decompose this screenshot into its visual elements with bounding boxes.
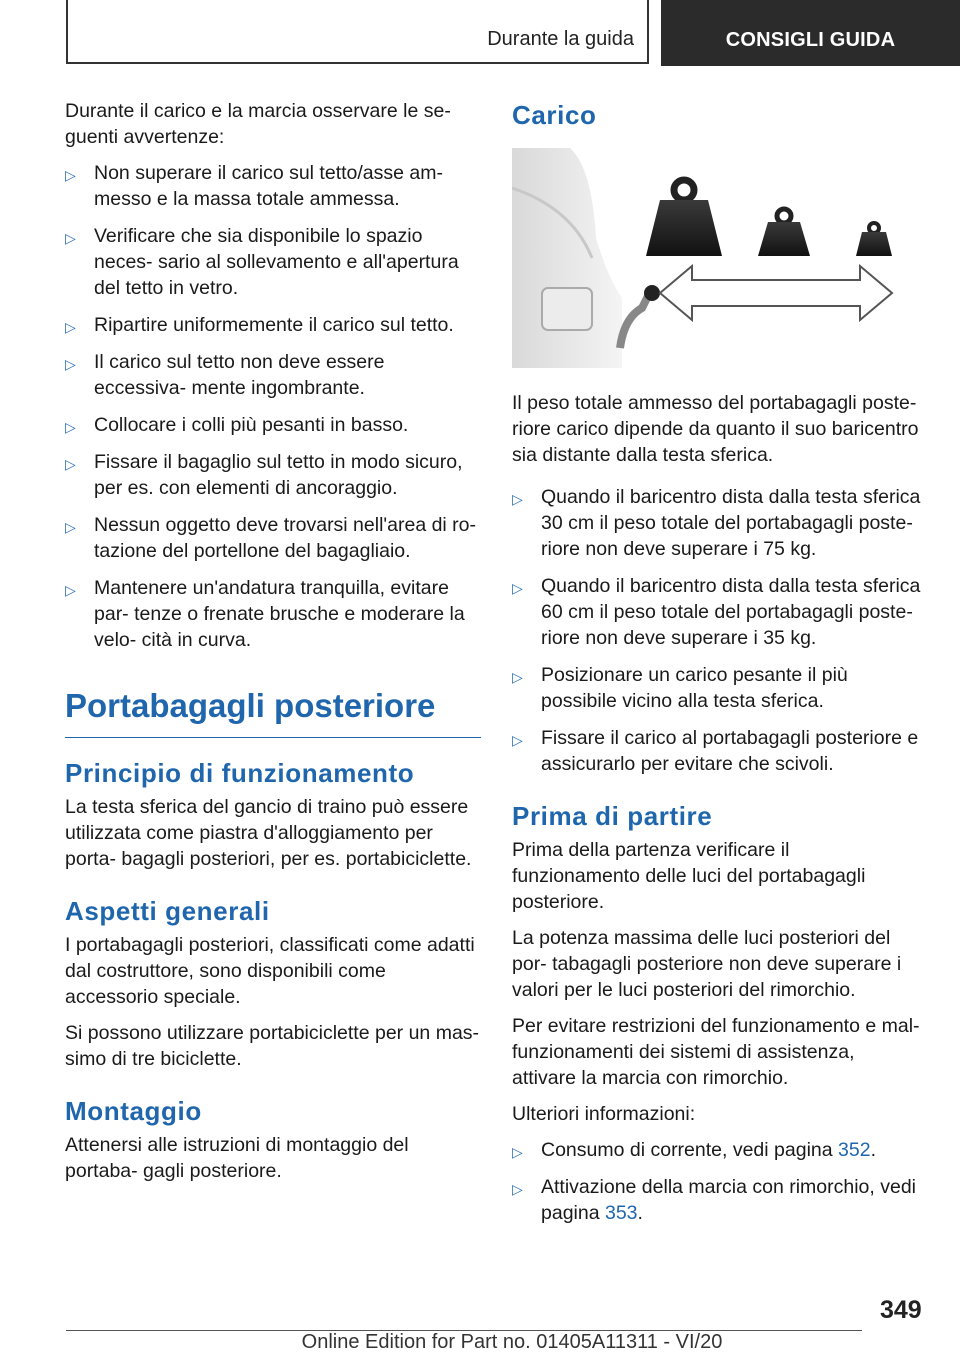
section-heading-carico: Carico — [512, 100, 597, 130]
section-heading-aspetti: Aspetti generali — [65, 896, 270, 926]
triangle-right-icon: ▷ — [65, 582, 76, 598]
further-info-label: Ulteriori informazioni: — [512, 1103, 696, 1125]
triangle-right-icon: ▷ — [512, 732, 523, 748]
section-paragraph: Attenersi alle istruzioni di montaggio del portaba- gagli posteriore. — [65, 1134, 409, 1182]
load-distance-illustration — [512, 148, 902, 368]
list-item: ▷ Collocare i colli più pesanti in basso. — [65, 412, 481, 438]
page-header — [0, 0, 960, 66]
list-item: ▷ Fissare il bagaglio sul tetto in modo sicuro, per es. con elementi di ancoraggio. — [65, 451, 463, 499]
list-item: ▷ Il carico sul tetto non deve essere eccessiva- mente ingombrante. — [65, 351, 385, 399]
list-item: ▷ Quando il baricentro dista dalla testa sferica 60 cm il peso totale del portabagagli poste- riore non deve superare i 35 kg. — [512, 575, 921, 649]
triangle-right-icon: ▷ — [512, 580, 523, 596]
list-item: ▷ Quando il baricentro dista dalla testa sferica 30 cm il peso totale del portabagagli poste- riore non deve superare i 75 kg. — [512, 486, 921, 560]
exhaust-shape — [542, 288, 592, 330]
intro-text: Durante il carico e la marcia osservare le se- guenti avvertenze: — [65, 100, 451, 148]
list-item: ▷ Consumo di corrente, vedi pagina 352. — [512, 1137, 922, 1163]
loading-warnings-list — [65, 160, 481, 653]
bumper-shape — [512, 148, 622, 368]
right-column — [512, 98, 922, 1237]
section-title: Durante la guida — [487, 28, 634, 50]
page-link-352[interactable]: 352 — [838, 1139, 871, 1161]
list-item: ▷ Attivazione della marcia con rimorchio, vedi pagina 353. — [512, 1176, 916, 1224]
triangle-right-icon: ▷ — [512, 1144, 523, 1160]
list-item: ▷ Posizionare un carico pesante il più possibile vicino alla testa sferica. — [512, 664, 848, 712]
triangle-right-icon: ▷ — [65, 319, 76, 335]
chapter-heading: Portabagagli posteriore — [65, 687, 481, 738]
list-item: ▷ Non superare il carico sul tetto/asse am- messo e la massa totale ammessa. — [65, 162, 443, 210]
section-paragraph: I portabagagli posteriori, classificati come adatti dal costruttore, sono disponibili come accessorio speciale. — [65, 934, 475, 1008]
carico-paragraph: Il peso totale ammesso del portabagagli poste- riore carico dipende da quanto il suo baricentro sia distante dalla testa sferica. — [512, 392, 919, 466]
section-heading-prima: Prima di partire — [512, 801, 713, 831]
section-paragraph: Si possono utilizzare portabiciclette per un mas- simo di tre biciclette. — [65, 1022, 480, 1070]
left-column — [65, 98, 481, 1194]
triangle-right-icon: ▷ — [512, 491, 523, 507]
reference-list — [512, 1137, 922, 1226]
triangle-right-icon: ▷ — [65, 456, 76, 472]
triangle-right-icon: ▷ — [65, 356, 76, 372]
section-paragraph: Per evitare restrizioni del funzionamento e mal- funzionamenti dei sistemi di assistenza, attivare la marcia con rimorchio. — [512, 1015, 920, 1089]
triangle-right-icon: ▷ — [65, 519, 76, 535]
list-item: ▷ Nessun oggetto deve trovarsi nell'area di ro- tazione del portellone del bagagliaio. — [65, 514, 477, 562]
distance-arrow — [660, 266, 892, 320]
weight-medium-icon — [758, 209, 810, 256]
section-paragraph: La testa sferica del gancio di traino può essere utilizzata come piastra d'alloggiamento per porta- bagagli posteriori, per es. portabiciclette. — [65, 796, 472, 870]
section-heading-principio: Principio di funzionamento — [65, 758, 415, 788]
triangle-right-icon: ▷ — [65, 167, 76, 183]
page-number: 349 — [880, 1296, 922, 1324]
list-item: ▷ Mantenere un'andatura tranquilla, evitare par- tenze o frenate brusche e moderare la velo- cità in curva. — [65, 577, 465, 651]
tow-ball — [644, 285, 660, 301]
list-item: ▷ Verificare che sia disponibile lo spazio neces- sario al sollevamento e all'apertura del tetto in vetro. — [65, 225, 459, 299]
weight-large-icon — [646, 180, 722, 256]
carico-list — [512, 484, 922, 777]
section-paragraph: La potenza massima delle luci posteriori del por- tabagagli posteriore non deve superare i valori per le luci posteriori del rimorchio. — [512, 927, 902, 1001]
list-item: ▷ Ripartire uniformemente il carico sul tetto. — [65, 312, 481, 338]
weight-small-icon — [856, 223, 892, 256]
section-heading-montaggio: Montaggio — [65, 1096, 202, 1126]
list-item: ▷ Fissare il carico al portabagagli posteriore e assicurarlo per evitare che scivoli. — [512, 727, 919, 775]
triangle-right-icon: ▷ — [512, 1181, 523, 1197]
page-link-353[interactable]: 353 — [604, 1202, 638, 1224]
triangle-right-icon: ▷ — [512, 669, 523, 685]
edition-footer: Online Edition for Part no. 01405A11311 - VI/20 — [301, 1331, 723, 1353]
triangle-right-icon: ▷ — [65, 419, 76, 435]
triangle-right-icon: ▷ — [65, 230, 76, 246]
section-paragraph: Prima della partenza verificare il funzionamento delle luci del portabagagli posteriore. — [512, 839, 866, 913]
chapter-tab: CONSIGLI GUIDA — [661, 0, 960, 66]
